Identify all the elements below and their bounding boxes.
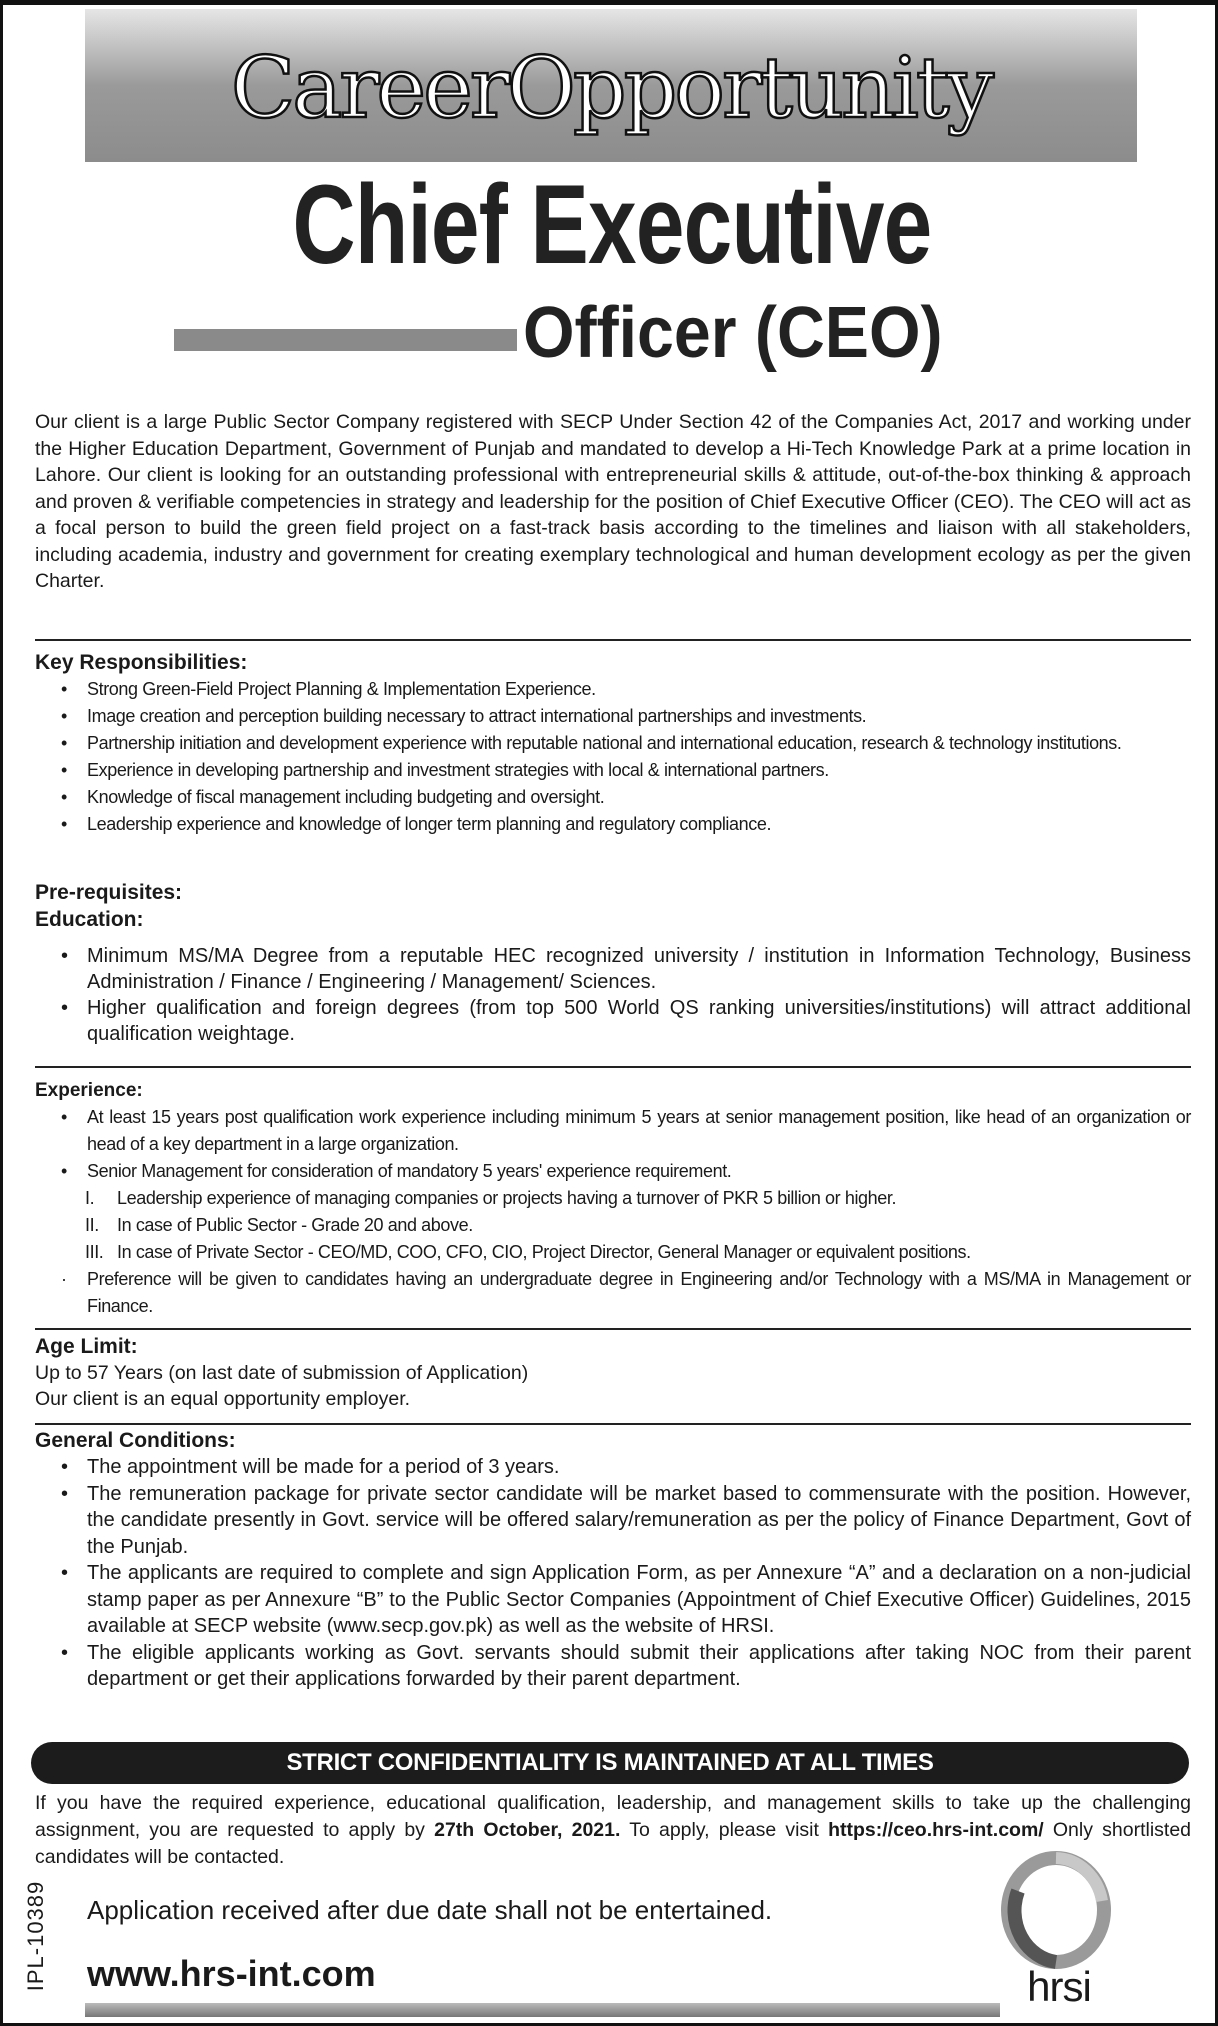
list-item <box>35 995 1191 1047</box>
sub-list-text: In case of Public Sector - Grade 20 and above. <box>117 1215 473 1235</box>
divider <box>35 1328 1191 1330</box>
experience-heading: Experience: <box>35 1080 143 1101</box>
list-item <box>35 1560 1191 1640</box>
preference-text: Preference will be given to candidates having an undergraduate degree in Engineering and/or Technology with a MS/MA in Management or Finance. <box>87 1269 1191 1316</box>
closing-text: To apply, please visit <box>620 1819 829 1841</box>
age-section <box>35 1333 1191 1412</box>
prerequisites-section <box>35 879 1191 1047</box>
sub-list-text: In case of Private Sector - CEO/MD, COO, CFO, CIO, Project Director, General Manager or equivalent positions. <box>117 1242 971 1262</box>
list-item-text: Experience in developing partnership and investment strategies with local & international partners. <box>87 760 829 780</box>
list-item <box>35 1640 1191 1693</box>
hrsi-logo-icon <box>998 1851 1114 1969</box>
equal-opportunity-text: Our client is an equal opportunity employer. <box>35 1388 411 1410</box>
age-limit-text: Up to 57 Years (on last date of submission of Application) <box>35 1362 529 1384</box>
bullet-icon: • <box>61 814 67 834</box>
education-list <box>35 943 1191 1047</box>
sub-list-item <box>35 1239 1191 1266</box>
list-item <box>35 676 1191 703</box>
conditions-section <box>35 1427 1191 1693</box>
job-title-line2: Officer (CEO) <box>523 293 943 373</box>
bullet-icon: • <box>61 1482 69 1505</box>
sub-list-item <box>35 1212 1191 1239</box>
conditions-list <box>35 1454 1191 1693</box>
late-application-notice: Application received after due date shall not be entertained. <box>87 1895 773 1925</box>
bullet-icon: • <box>61 1562 69 1584</box>
bullet-icon: • <box>61 1161 67 1181</box>
list-item-text: The remuneration package for private sector candidate will be market based to commensurate with the position. However, the candidate presently in Govt. service will be offered salary/remuneration as per the policy of Finance Department, Govt of the Punjab. <box>87 1482 1191 1558</box>
prerequisites-heading: Pre-requisites: <box>35 881 183 904</box>
job-title: Chief Executive <box>292 162 932 287</box>
intro-paragraph: Our client is a large Public Sector Company registered with SECP Under Section 42 of the Companies Act, 2017 and working under the Higher Education Department, Government of Punjab and mandated to develop a Hi-Tech Knowledge Park at a prime location in Lahore. Our client is looking for an outstanding professional with entrepreneurial skills & attitude, out-of-the-box thinking & approach and proven & verifiable competencies in strategy and leadership for the position of Chief Executive Officer (CEO). The CEO will act as a focal person to build the green field project on a fast-track basis according to the timelines and liaison with all stakeholders, including academia, industry and government for creating exemplary technological and human development ecology as per the given Charter. <box>35 411 1191 592</box>
roman-numeral: I. <box>85 1188 95 1208</box>
roman-numeral: II. <box>85 1215 99 1235</box>
experience-sublist <box>35 1185 1191 1266</box>
career-opportunity-title: CareerOpportunity <box>230 39 992 137</box>
education-heading: Education: <box>35 908 144 931</box>
divider <box>35 1066 1191 1068</box>
experience-section <box>35 1077 1191 1320</box>
apply-link[interactable]: https://ceo.hrs-int.com/ <box>828 1819 1044 1841</box>
divider <box>35 1423 1191 1425</box>
footer-band <box>85 2003 1000 2017</box>
list-item-text: The eligible applicants working as Govt. servants should submit their applications after taking NOC from their parent department or get their applications forwarded by their parent department. <box>87 1641 1191 1690</box>
experience-list <box>35 1104 1191 1185</box>
list-item <box>35 1266 1191 1320</box>
sub-list-item <box>35 1185 1191 1212</box>
website-link[interactable]: www.hrs-int.com <box>87 1953 376 1994</box>
confidentiality-banner: STRICT CONFIDENTIALITY IS MAINTAINED AT ALL TIMES <box>31 1742 1189 1784</box>
list-item-text: Leadership experience and knowledge of longer term planning and regulatory compliance. <box>87 814 772 834</box>
list-item <box>35 943 1191 995</box>
closing-text: Only shortlisted candidates will be contacted. <box>35 1819 1192 1868</box>
list-item <box>35 1454 1191 1481</box>
roman-numeral: III. <box>85 1242 104 1262</box>
bullet-icon: • <box>61 706 67 726</box>
list-item-text: Higher qualification and foreign degrees (from top 500 World QS ranking universities/institutions) will attract additional qualification weightage. <box>87 997 1191 1045</box>
closing-text: If you have the required experience, educational qualification, leadership, and management skills to take up the challenging assignment, you are requested to apply by <box>35 1792 1191 1841</box>
decorative-bar <box>174 329 517 351</box>
list-item-text: Minimum MS/MA Degree from a reputable HEC recognized university / institution in Information Technology, Business Administration / Finance / Engineering / Management/ Sciences. <box>87 945 1191 993</box>
bullet-icon: · <box>61 1269 67 1289</box>
list-item-text: Senior Management for consideration of mandatory 5 years' experience requirement. <box>87 1161 732 1181</box>
conditions-heading: General Conditions: <box>35 1429 236 1452</box>
list-item-text: The appointment will be made for a period of 3 years. <box>87 1456 560 1478</box>
list-item <box>35 703 1191 730</box>
list-item-text: The applicants are required to complete and sign Application Form, as per Annexure “A” and a declaration on a non-judicial stamp paper as per Annexure “B” to the Public Sector Companies (Appointment of Chief Executive Officer) Guidelines, 2015 available at SECP website (www.secp.gov.pk) as well as the website of HRSI. <box>87 1562 1191 1637</box>
list-item <box>35 784 1191 811</box>
divider <box>35 639 1191 641</box>
bullet-icon: • <box>61 997 69 1019</box>
list-item <box>35 811 1191 838</box>
bullet-icon: • <box>61 945 69 967</box>
bullet-icon: • <box>61 1641 69 1664</box>
hrsi-logo-text: hrsi <box>1027 1963 1091 2010</box>
bullet-icon: • <box>61 733 67 753</box>
responsibilities-section <box>35 649 1191 838</box>
bullet-icon: • <box>61 787 67 807</box>
list-item <box>35 730 1191 757</box>
bullet-icon: • <box>61 760 67 780</box>
bullet-icon: • <box>61 679 67 699</box>
bullet-icon: • <box>61 1107 67 1127</box>
list-item-text: Knowledge of fiscal management including budgeting and oversight. <box>87 787 605 807</box>
list-item <box>35 1481 1191 1561</box>
bullet-icon: • <box>61 1456 69 1478</box>
list-item-text: Image creation and perception building necessary to attract international partnerships and investments. <box>87 706 867 726</box>
list-item <box>35 757 1191 784</box>
list-item <box>35 1158 1191 1185</box>
list-item-text: At least 15 years post qualification work experience including minimum 5 years at senior management position, like head of an organization or head of a key department in a large organization. <box>87 1107 1191 1154</box>
list-item-text: Partnership initiation and development experience with reputable national and international education, research & technology institutions. <box>87 733 1122 753</box>
ipl-code: IPL-10389 <box>23 1880 48 1992</box>
sub-list-text: Leadership experience of managing companies or projects having a turnover of PKR 5 billion or higher. <box>117 1188 897 1208</box>
responsibilities-heading: Key Responsibilities: <box>35 651 248 674</box>
list-item <box>35 1104 1191 1158</box>
list-item-text: Strong Green-Field Project Planning & Implementation Experience. <box>87 679 596 699</box>
responsibilities-list <box>35 676 1191 838</box>
age-heading: Age Limit: <box>35 1335 138 1358</box>
deadline-date: 27th October, 2021. <box>434 1819 621 1841</box>
